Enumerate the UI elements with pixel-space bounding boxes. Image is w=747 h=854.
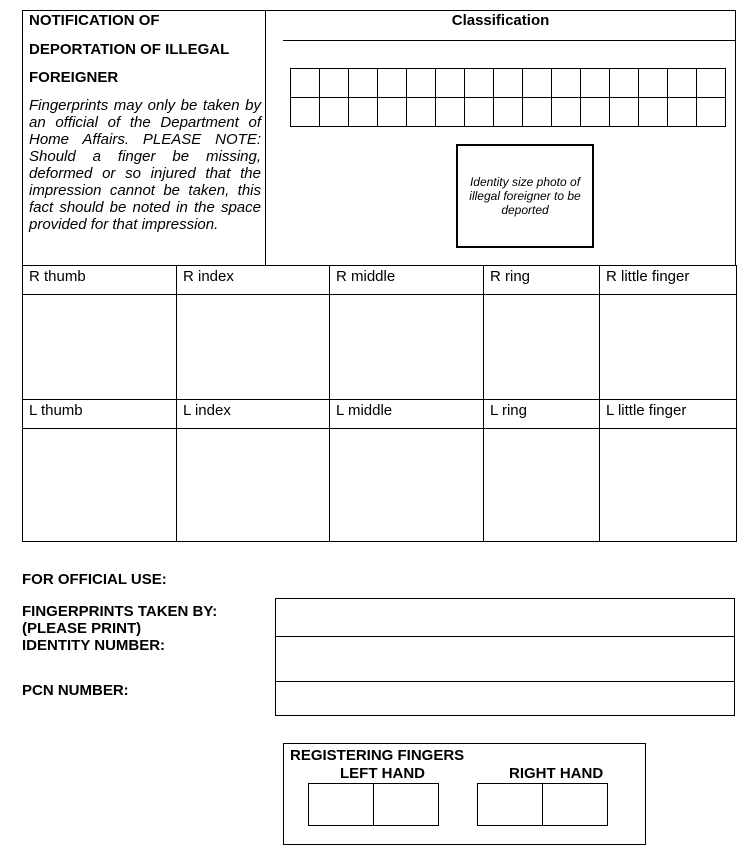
classification-cell[interactable]: [378, 98, 407, 127]
registering-fingers-title: REGISTERING FINGERS: [290, 747, 465, 764]
classification-cell[interactable]: [494, 69, 523, 98]
classification-cell[interactable]: [349, 98, 378, 127]
classification-cell[interactable]: [407, 69, 436, 98]
left-hand-print-row: [23, 429, 737, 542]
classification-cell[interactable]: [523, 98, 552, 127]
classification-section: [265, 10, 736, 266]
classification-cell[interactable]: [436, 69, 465, 98]
form-title-line-3: FOREIGNER: [29, 69, 119, 86]
fingerprint-box: [23, 295, 177, 400]
left-hand-boxes: [308, 783, 439, 826]
classification-grid: [290, 68, 726, 127]
finger-label: L middle: [330, 400, 484, 429]
classification-cell[interactable]: [378, 69, 407, 98]
finger-label: R index: [177, 266, 330, 295]
form-title-line-1: NOTIFICATION OF: [29, 12, 160, 29]
fingerprints-taken-by-label: FINGERPRINTS TAKEN BY:: [22, 603, 218, 620]
finger-label: R ring: [484, 266, 600, 295]
fingerprint-instructions: Fingerprints may only be taken by an official of the Department of Home Affairs. PLEASE NOTE: Should a finger be missing, deformed or so injured that the impression cannot be taken, this fact should be noted in the space provided for that impression.: [29, 97, 261, 233]
classification-cell[interactable]: [436, 98, 465, 127]
classification-cell[interactable]: [697, 98, 726, 127]
fingerprint-table: [22, 265, 737, 542]
fingerprint-box: [600, 429, 737, 542]
right-hand-boxes: [477, 783, 608, 826]
registering-fingers-box: [283, 743, 646, 845]
classification-cell[interactable]: [552, 69, 581, 98]
photo-caption: Identity size photo of illegal foreigner to be deported: [469, 175, 581, 217]
classification-cell[interactable]: [523, 69, 552, 98]
identity-number-label: IDENTITY NUMBER:: [22, 637, 166, 654]
taken-by-field[interactable]: [276, 599, 734, 636]
finger-label: R little finger: [600, 266, 737, 295]
classification-cell[interactable]: [465, 98, 494, 127]
box-divider: [373, 784, 374, 825]
fingerprint-box: [330, 295, 484, 400]
fingerprint-box: [484, 429, 600, 542]
pcn-number-label: PCN NUMBER:: [22, 682, 129, 699]
classification-cell[interactable]: [668, 98, 697, 127]
fingerprint-box: [23, 429, 177, 542]
fingerprint-box: [484, 295, 600, 400]
identity-number-field[interactable]: [276, 636, 734, 681]
official-use-heading: FOR OFFICIAL USE:: [22, 571, 167, 588]
fingerprint-box: [600, 295, 737, 400]
box-divider: [542, 784, 543, 825]
classification-cell[interactable]: [291, 69, 320, 98]
classification-cell[interactable]: [552, 98, 581, 127]
form-title-line-2: DEPORTATION OF ILLEGAL: [29, 41, 230, 58]
fingerprint-box: [177, 295, 330, 400]
finger-label: L index: [177, 400, 330, 429]
right-hand-print-row: [23, 295, 737, 400]
left-hand-label: LEFT HAND: [340, 765, 425, 782]
pcn-number-field[interactable]: [276, 681, 734, 717]
finger-label: L ring: [484, 400, 600, 429]
left-hand-label-row: [23, 400, 737, 429]
official-fields: [275, 598, 735, 716]
classification-cell[interactable]: [320, 69, 349, 98]
right-hand-label: RIGHT HAND: [509, 765, 604, 782]
classification-cell[interactable]: [465, 69, 494, 98]
classification-cell[interactable]: [581, 69, 610, 98]
classification-cell[interactable]: [610, 69, 639, 98]
photo-placeholder: [456, 144, 594, 248]
classification-cell[interactable]: [494, 98, 523, 127]
finger-label: R middle: [330, 266, 484, 295]
title-section: [22, 10, 266, 266]
classification-cell[interactable]: [291, 98, 320, 127]
classification-cell[interactable]: [407, 98, 436, 127]
fingerprint-box: [177, 429, 330, 542]
finger-label: L thumb: [23, 400, 177, 429]
classification-title: Classification: [451, 12, 550, 29]
classification-cell[interactable]: [349, 69, 378, 98]
finger-label: R thumb: [23, 266, 177, 295]
right-hand-label-row: [23, 266, 737, 295]
classification-divider: [283, 40, 735, 41]
classification-cell[interactable]: [610, 98, 639, 127]
fingerprint-box: [330, 429, 484, 542]
classification-cell[interactable]: [668, 69, 697, 98]
classification-cell[interactable]: [639, 98, 668, 127]
classification-cell[interactable]: [697, 69, 726, 98]
finger-label: L little finger: [600, 400, 737, 429]
classification-cell[interactable]: [320, 98, 349, 127]
classification-cell[interactable]: [581, 98, 610, 127]
classification-cell[interactable]: [639, 69, 668, 98]
please-print-label: (PLEASE PRINT): [22, 620, 142, 637]
